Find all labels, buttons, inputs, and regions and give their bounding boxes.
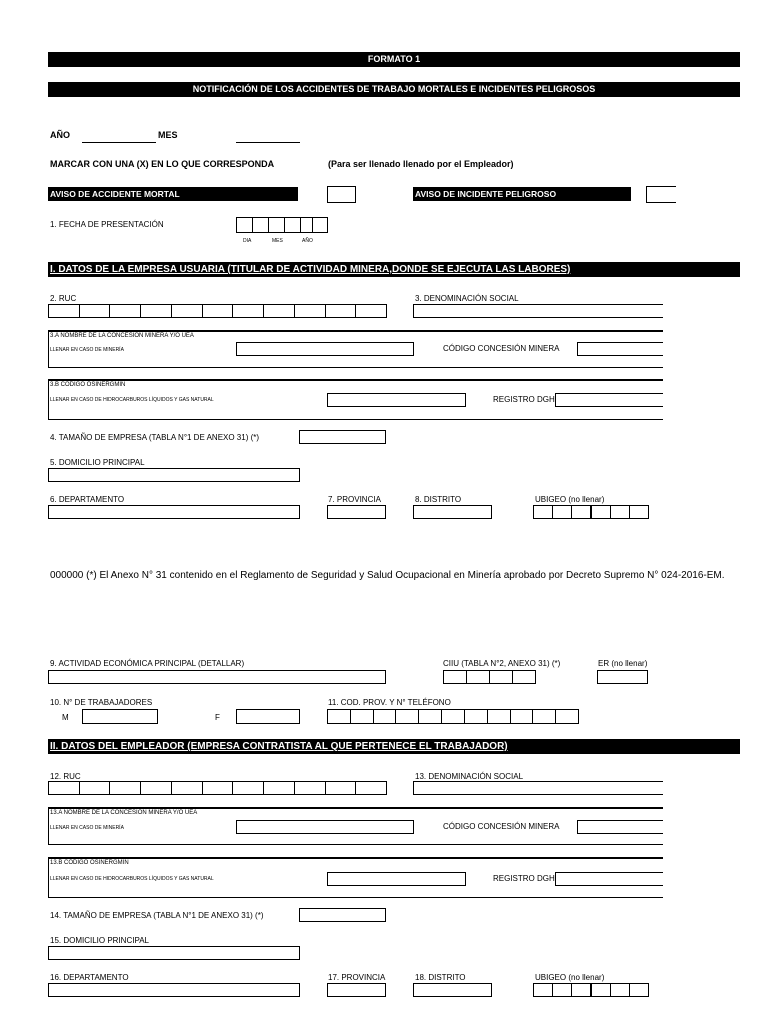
ruc-digit-cell[interactable] (171, 304, 203, 318)
notice-dangerous-bar (413, 187, 631, 201)
s1-distrito-input[interactable] (413, 505, 492, 519)
ciiu-digit-cell[interactable] (489, 670, 513, 684)
s2-registro-dgh-input[interactable] (555, 872, 663, 886)
phone-digit-cell[interactable] (441, 709, 465, 724)
s1-denominacion-label: 3. DENOMINACIÓN SOCIAL (415, 294, 519, 303)
ruc-digit-cell[interactable] (263, 781, 295, 795)
er-input[interactable] (597, 670, 648, 684)
s2-provincia-input[interactable] (327, 983, 386, 997)
phone-digit-cell[interactable] (395, 709, 419, 724)
s2-concesion-note: LLENAR EN CASO DE MINERÍA (50, 825, 124, 831)
s2-distrito-label: 18. DISTRITO (415, 973, 466, 982)
date-year-label: AÑO (302, 238, 313, 244)
s1-tamano-input[interactable] (299, 430, 386, 444)
ruc-digit-cell[interactable] (355, 781, 387, 795)
s1-concesion-note: LLENAR EN CASO DE MINERÍA (50, 347, 124, 353)
activity-label: 9. ACTIVIDAD ECONÓMICA PRINCIPAL (DETALLAR) (50, 659, 245, 668)
ruc-digit-cell[interactable] (325, 781, 357, 795)
s1-ruc-label: 2. RUC (50, 294, 77, 303)
phone-digit-cell[interactable] (373, 709, 397, 724)
s2-ubigeo-cells (533, 983, 648, 997)
section2-heading-bar (48, 739, 740, 754)
s2-concesion-top-line (48, 807, 663, 809)
s2-codigo-concesion-input[interactable] (577, 820, 663, 834)
ruc-digit-cell[interactable] (202, 304, 234, 318)
notice-fatal-label: AVISO DE ACCIDENTE MORTAL (50, 189, 180, 199)
s1-denominacion-input[interactable] (413, 304, 663, 318)
s1-ruc-cells (48, 304, 386, 318)
month-label: MES (158, 130, 178, 140)
s2-tamano-label: 14. TAMAÑO DE EMPRESA (TABLA N°1 DE ANEXO 31) (*) (50, 911, 264, 920)
s2-osinergmin-bottom-line (48, 897, 663, 898)
ubigeo-digit-cell[interactable] (571, 983, 591, 997)
er-label: ER (no llenar) (598, 659, 648, 668)
ubigeo-digit-cell[interactable] (571, 505, 591, 519)
workers-m-input[interactable] (82, 709, 158, 724)
date-cell[interactable] (268, 217, 285, 233)
ruc-digit-cell[interactable] (202, 781, 234, 795)
s1-ubigeo-cells (533, 505, 648, 519)
phone-digit-cell[interactable] (464, 709, 488, 724)
notice-dangerous-label: AVISO DE INCIDENTE PELIGROSO (415, 189, 557, 199)
s2-denominacion-label: 13. DENOMINACIÓN SOCIAL (415, 772, 524, 781)
ruc-digit-cell[interactable] (263, 304, 295, 318)
s2-domicilio-label: 15. DOMICILIO PRINCIPAL (50, 936, 149, 945)
ciiu-cells (443, 670, 535, 684)
date-cell[interactable] (252, 217, 269, 233)
ruc-digit-cell[interactable] (294, 781, 326, 795)
s1-domicilio-label: 5. DOMICILIO PRINCIPAL (50, 458, 145, 467)
ubigeo-digit-cell[interactable] (591, 983, 611, 997)
phone-digit-cell[interactable] (350, 709, 374, 724)
ruc-digit-cell[interactable] (109, 304, 141, 318)
s2-departamento-label: 16. DEPARTAMENTO (50, 973, 129, 982)
form-subtitle: NOTIFICACIÓN DE LOS ACCIDENTES DE TRABAJO MORTALES E INCIDENTES PELIGROSOS (192, 84, 596, 94)
s1-distrito-label: 8. DISTRITO (415, 495, 462, 504)
date-month-label: MES (272, 238, 283, 244)
s2-ruc-cells (48, 781, 386, 795)
ciiu-digit-cell[interactable] (443, 670, 467, 684)
s2-tamano-input[interactable] (299, 908, 386, 922)
s1-registro-dgh-input[interactable] (555, 393, 663, 407)
s1-tamano-label: 4. TAMAÑO DE EMPRESA (TABLA N°1 DE ANEXO 31) (*) (50, 433, 260, 442)
phone-digit-cell[interactable] (510, 709, 534, 724)
ruc-digit-cell[interactable] (355, 304, 387, 318)
year-input-line[interactable] (82, 142, 156, 143)
s1-concesion-title: 3.A NOMBRE DE LA CONCESION MINERA Y/O UEA (50, 333, 194, 339)
activity-input[interactable] (48, 670, 386, 684)
s2-osinergmin-input[interactable] (327, 872, 466, 886)
s1-concesion-top-line (48, 330, 663, 332)
s1-osinergmin-bottom-line (48, 419, 663, 420)
mark-instruction: MARCAR CON UNA (X) EN LO QUE CORRESPONDA (50, 159, 275, 169)
s1-provincia-input[interactable] (327, 505, 386, 519)
section2-heading: II. DATOS DEL EMPLEADOR (EMPRESA CONTRATISTA AL QUE PERTENECE EL TRABAJADOR) (50, 741, 508, 752)
s2-denominacion-input[interactable] (413, 781, 663, 795)
workers-label: 10. N° DE TRABAJADORES (50, 698, 153, 707)
workers-f-label: F (215, 713, 220, 722)
s2-distrito-input[interactable] (413, 983, 492, 997)
s2-domicilio-input[interactable] (48, 946, 300, 960)
ubigeo-digit-cell[interactable] (610, 983, 630, 997)
ciiu-digit-cell[interactable] (466, 670, 490, 684)
s1-osinergmin-input[interactable] (327, 393, 466, 407)
date-cell[interactable] (312, 217, 328, 233)
ruc-digit-cell[interactable] (294, 304, 326, 318)
ubigeo-digit-cell[interactable] (533, 983, 553, 997)
s2-concesion-bottom-line (48, 844, 663, 845)
form-subtitle-bar (48, 82, 740, 97)
ruc-digit-cell[interactable] (79, 304, 111, 318)
s1-departamento-input[interactable] (48, 505, 300, 519)
phone-cells (327, 709, 578, 724)
phone-digit-cell[interactable] (327, 709, 351, 724)
s2-ruc-label: 12. RUC (50, 772, 81, 781)
form-title-bar (48, 52, 740, 67)
s2-concesion-input[interactable] (236, 820, 414, 834)
ubigeo-digit-cell[interactable] (591, 505, 611, 519)
s1-codigo-concesion-input[interactable] (577, 342, 663, 356)
ruc-digit-cell[interactable] (79, 781, 111, 795)
s1-osinergmin-note: LLENAR EN CASO DE HIDROCARBUROS LÍQUIDOS Y GAS NATURAL (50, 397, 214, 403)
ubigeo-digit-cell[interactable] (610, 505, 630, 519)
form-title: FORMATO 1 (367, 54, 421, 64)
ubigeo-digit-cell[interactable] (629, 983, 649, 997)
ciiu-label: CIIU (TABLA N°2, ANEXO 31) (*) (443, 659, 561, 668)
date-cell[interactable] (236, 217, 253, 233)
date-cell[interactable] (284, 217, 301, 233)
s2-osinergmin-left-line (48, 857, 49, 898)
s1-concesion-input[interactable] (236, 342, 414, 356)
s1-domicilio-input[interactable] (48, 468, 300, 482)
notice-dangerous-checkbox[interactable] (646, 186, 676, 203)
s2-osinergmin-top-line (48, 857, 663, 859)
phone-digit-cell[interactable] (487, 709, 511, 724)
ruc-digit-cell[interactable] (232, 304, 264, 318)
phone-label: 11. COD. PROV. Y N° TELÉFONO (328, 698, 451, 707)
year-label: AÑO (50, 130, 70, 140)
s1-registro-dgh-label: REGISTRO DGH (493, 395, 555, 404)
ruc-digit-cell[interactable] (232, 781, 264, 795)
ubigeo-digit-cell[interactable] (552, 983, 572, 997)
ubigeo-digit-cell[interactable] (552, 505, 572, 519)
phone-digit-cell[interactable] (418, 709, 442, 724)
ubigeo-digit-cell[interactable] (533, 505, 553, 519)
employer-note: (Para ser llenado llenado por el Empleador) (328, 159, 514, 169)
s2-osinergmin-note: LLENAR EN CASO DE HIDROCARBUROS LÍQUIDOS Y GAS NATURAL (50, 876, 214, 882)
s2-provincia-label: 17. PROVINCIA (328, 973, 386, 982)
ruc-digit-cell[interactable] (325, 304, 357, 318)
ruc-digit-cell[interactable] (48, 304, 80, 318)
s1-codigo-concesion-label: CÓDIGO CONCESIÓN MINERA (443, 344, 560, 353)
footnote: 000000 (*) El Anexo N° 31 contenido en el Reglamento de Seguridad y Salud Ocupacional en Minería aprobado por Decreto Supremo N° 024-2016-EM. (50, 570, 725, 581)
s2-registro-dgh-label: REGISTRO DGH (493, 874, 555, 883)
s1-osinergmin-left-line (48, 379, 49, 420)
ubigeo-digit-cell[interactable] (629, 505, 649, 519)
notice-fatal-bar (48, 187, 298, 201)
s2-concesion-title: 13.A NOMBRE DE LA CONCESIÓN MINERA Y/O UEA (50, 810, 198, 816)
ruc-digit-cell[interactable] (48, 781, 80, 795)
s1-osinergmin-top-line (48, 379, 663, 381)
s2-osinergmin-title: 13.B CODIGO OSINERGMIN (50, 860, 129, 866)
section1-heading-bar (48, 262, 740, 277)
ruc-digit-cell[interactable] (109, 781, 141, 795)
s1-concesion-left-line (48, 330, 49, 368)
s2-ubigeo-label: UBIGEO (no llenar) (535, 973, 605, 982)
phone-digit-cell[interactable] (555, 709, 579, 724)
s1-departamento-label: 6. DEPARTAMENTO (50, 495, 125, 504)
ruc-digit-cell[interactable] (171, 781, 203, 795)
ciiu-digit-cell[interactable] (512, 670, 536, 684)
s1-ubigeo-label: UBIGEO (no llenar) (535, 495, 605, 504)
date-day-label: DIA (243, 238, 252, 244)
ruc-digit-cell[interactable] (140, 304, 172, 318)
month-input-line[interactable] (236, 142, 300, 143)
s2-concesion-left-line (48, 807, 49, 845)
notice-fatal-checkbox[interactable] (327, 186, 356, 203)
s1-osinergmin-title: 3.B CODIGO OSINERGMIN (50, 382, 126, 388)
s2-departamento-input[interactable] (48, 983, 300, 997)
s1-provincia-label: 7. PROVINCIA (328, 495, 381, 504)
workers-m-label: M (62, 713, 69, 722)
ruc-digit-cell[interactable] (140, 781, 172, 795)
section1-heading: I. DATOS DE LA EMPRESA USUARIA (TITULAR DE ACTIVIDAD MINERA,DONDE SE EJECUTA LAS LABORES) (50, 264, 571, 275)
s2-codigo-concesion-label: CÓDIGO CONCESIÓN MINERA (443, 822, 560, 831)
s1-concesion-bottom-line (48, 367, 663, 368)
phone-digit-cell[interactable] (532, 709, 556, 724)
workers-f-input[interactable] (236, 709, 300, 724)
submission-date-label: 1. FECHA DE PRESENTACIÓN (50, 220, 164, 229)
